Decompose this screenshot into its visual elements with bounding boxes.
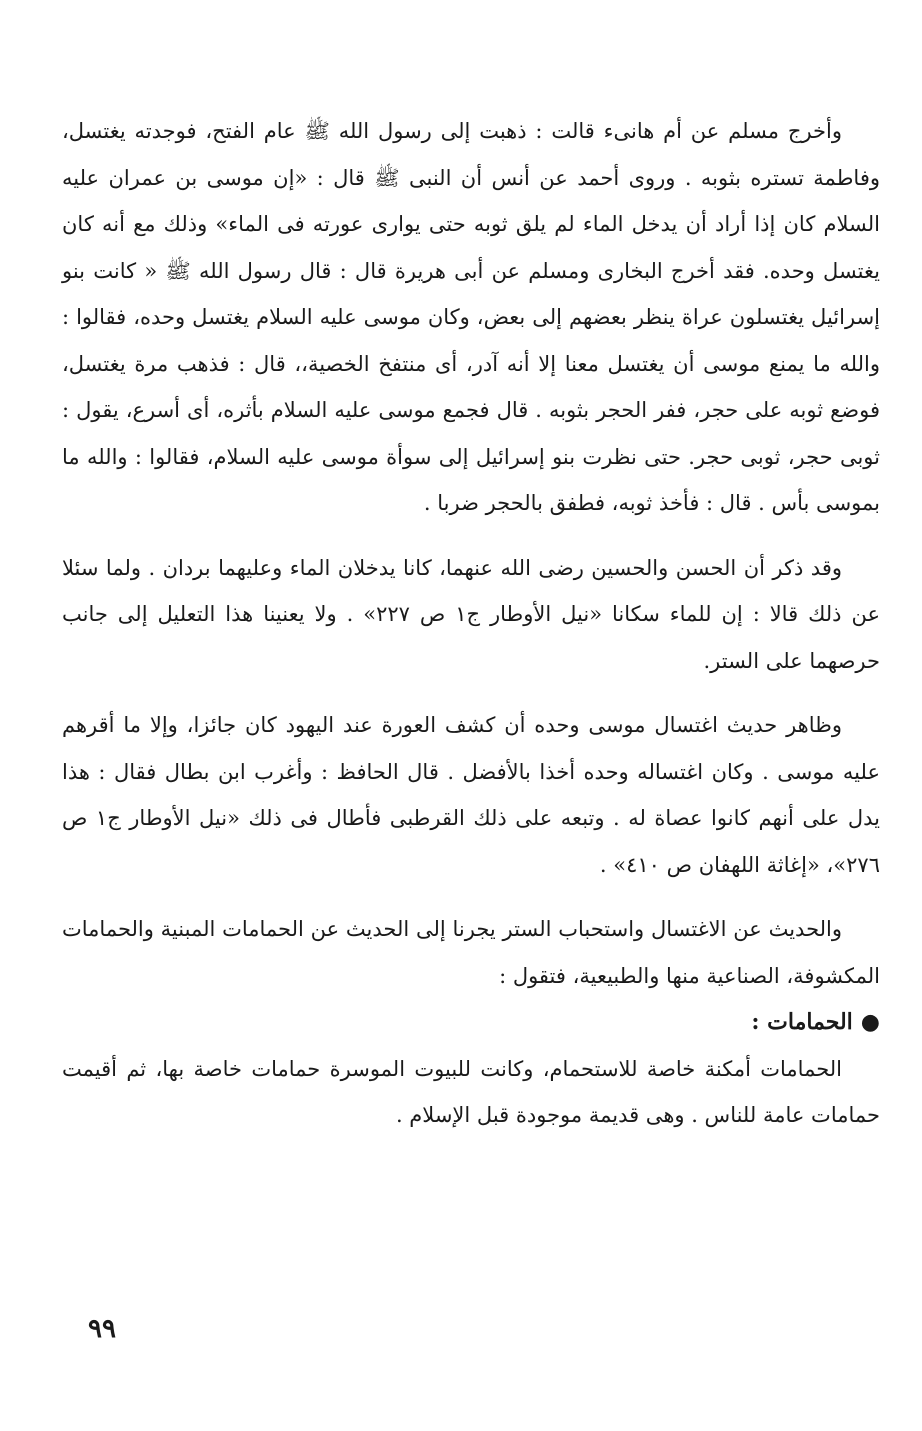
paragraph-commentary: وظاهر حديث اغتسال موسى وحده أن كشف العورة عند اليهود كان جائزا، وإلا ما أقرهم عليه موسى . وكان اغتساله وحده أخذا بالأفضل . قال الحافظ : وأغرب ابن بطال فقال : هذا يدل على أنهم كانوا عصاة له . وتبعه على ذلك القرطبى فأطال فى ذلك «نيل الأوطار ج١ ص ٢٧٦»، «إغاثة اللهفان ص ٤١٠» .	[62, 713, 880, 877]
paragraph-bathhouses: الحمامات أمكنة خاصة للاستحمام، وكانت للبيوت الموسرة حمامات خاصة بها، ثم أقيمت حمامات عامة للناس . وهى قديمة موجودة قبل الإسلام .	[62, 1056, 880, 1127]
paragraph-hasan-husayn: وقد ذكر أن الحسن والحسين رضى الله عنهما، كانا يدخلان الماء وعليهما بردان . ولما سئلا عن ذلك قالا : إن للماء سكانا «نيل الأوطار ج١ ص ٢٢٧» . ولا يعنينا هذا التعليل إلى جانب حرصهما على الستر.	[62, 555, 880, 673]
section-heading-text: الحمامات :	[751, 1009, 853, 1035]
paragraph-moses-bathing-hadith: وأخرج مسلم عن أم هانىء قالت : ذهبت إلى رسول الله ﷺ عام الفتح، فوجدته يغتسل، وفاطمة تستره بثوبه . وروى أحمد عن أنس أن النبى ﷺ قال : «إن موسى بن عمران عليه السلام كان إذا أراد أن يدخل الماء لم يلق ثوبه حتى يوارى عورته فى الماء» وذلك مع أنه كان يغتسل وحده. فقد أخرج البخارى ومسلم عن أبى هريرة قال : قال رسول الله ﷺ « كانت بنو إسرائيل يغتسلون عراة ينظر بعضهم إلى بعض، وكان موسى عليه السلام يغتسل وحده، فقالوا : والله ما يمنع موسى أن يغتسل معنا إلا أنه آدر، أى منتفخ الخصية،، قال : فذهب مرة يغتسل، فوضع ثوبه على حجر، ففر الحجر بثوبه . قال فجمع موسى عليه السلام بأثره، أى أسرع، يقول : ثوبى حجر، ثوبى حجر. حتى نظرت بنو إسرائيل إلى سوأة موسى عليه السلام، فقالوا : والله ما بموسى بأس . قال : فأخذ ثوبه، فطفق بالحجر ضربا .	[62, 119, 880, 515]
section-heading	[62, 999, 880, 1046]
paragraph-transition: والحديث عن الاغتسال واستحباب الستر يجرنا إلى الحديث عن الحمامات المبنية والحمامات المكشوفة، الصناعية منها والطبيعية، فتقول :	[62, 917, 880, 988]
bullet-icon: ●	[860, 1009, 880, 1035]
page-body	[62, 108, 880, 1139]
page-number: ٩٩	[88, 1314, 116, 1344]
